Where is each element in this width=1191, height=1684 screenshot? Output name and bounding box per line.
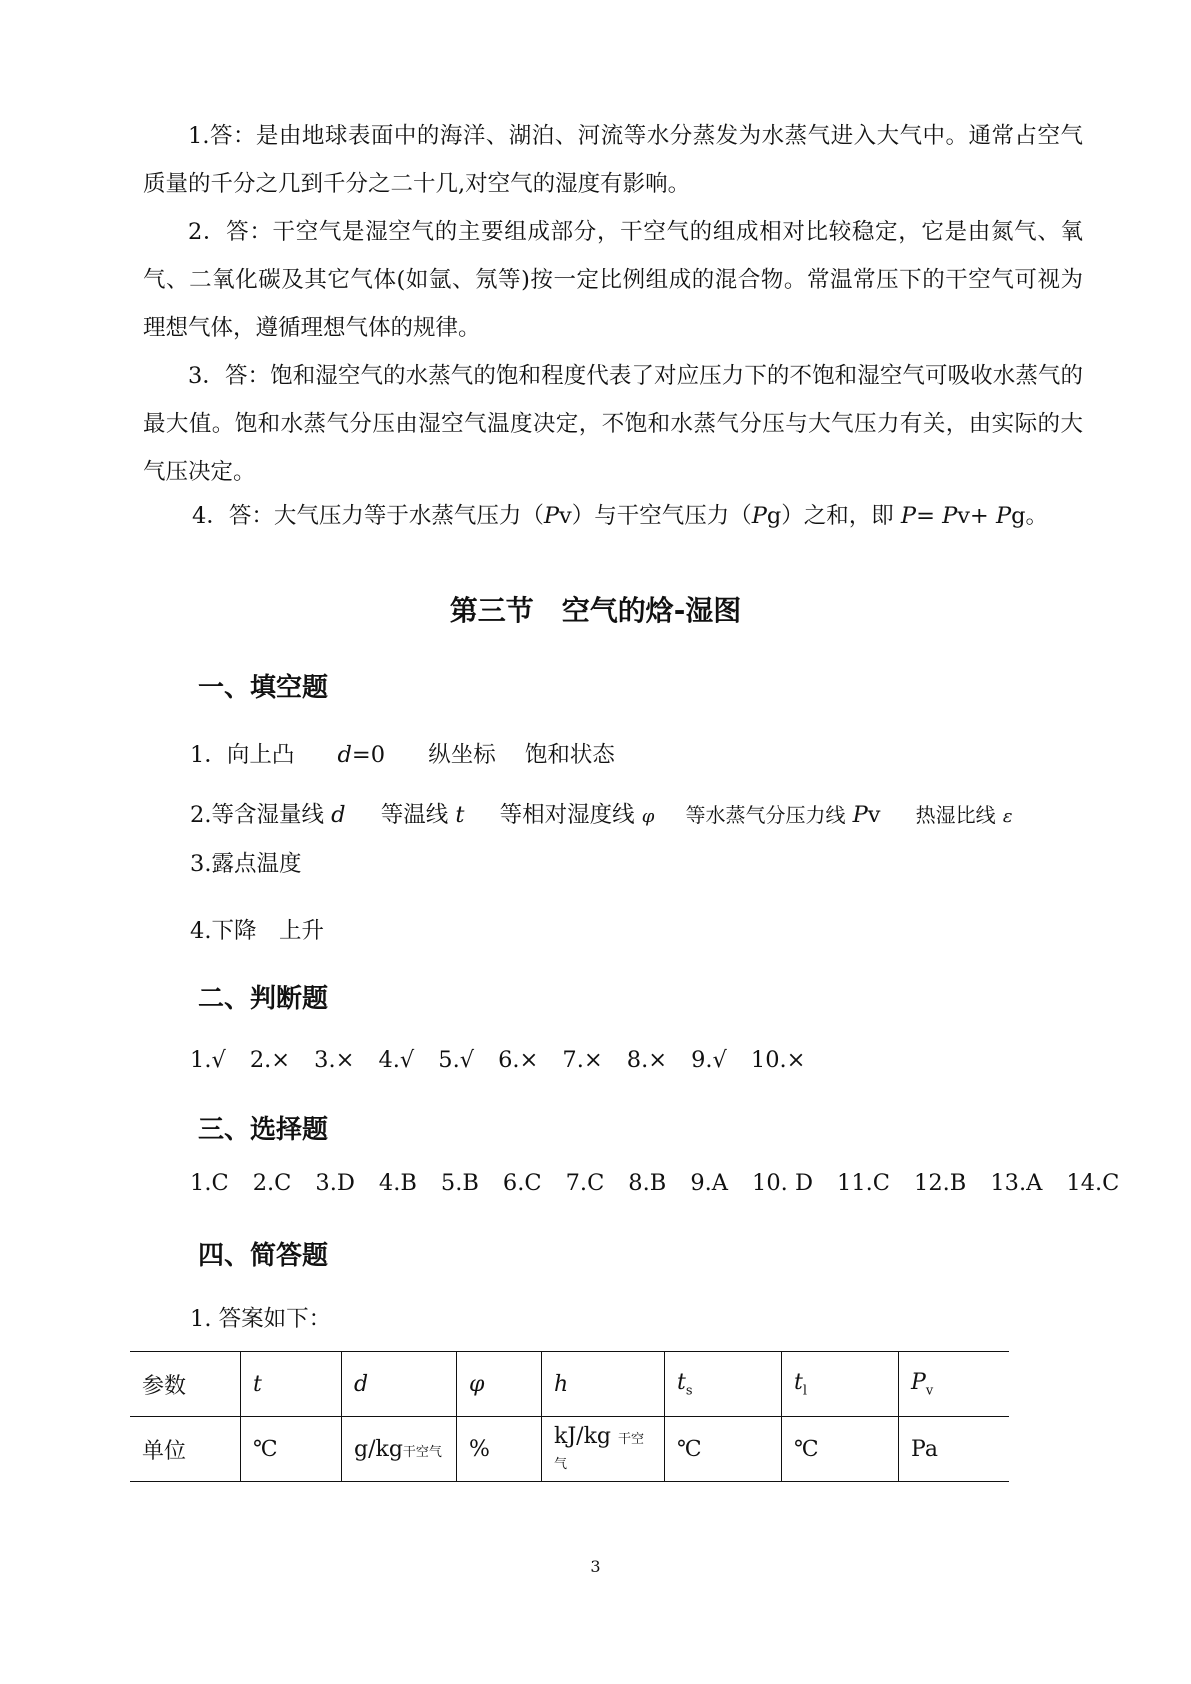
judge-item: 10.× bbox=[750, 1047, 806, 1073]
fill-1-a: 纵坐标 bbox=[428, 742, 496, 768]
choice-item: 2.C bbox=[252, 1170, 292, 1196]
pg-symbol: P bbox=[751, 503, 767, 529]
fill-heading: 一、填空题 bbox=[198, 673, 329, 703]
judge-item: 8.× bbox=[626, 1047, 668, 1073]
choice-item: 9.A bbox=[690, 1170, 729, 1196]
pv-subscript: v bbox=[558, 503, 572, 529]
table-row bbox=[130, 1417, 1009, 1482]
table-cell: t bbox=[241, 1352, 342, 1417]
table-cell: % bbox=[457, 1417, 542, 1482]
parameter-table bbox=[130, 1351, 1009, 1482]
fill-2-s4: P bbox=[852, 802, 868, 828]
pv-table-symbol: P bbox=[911, 1369, 926, 1395]
table-cell bbox=[665, 1352, 782, 1417]
judge-item: 5.√ bbox=[438, 1047, 475, 1073]
choice-item: 1.C bbox=[190, 1170, 229, 1196]
pv-symbol: P bbox=[543, 503, 559, 529]
fill-line-1 bbox=[190, 737, 615, 769]
table-cell bbox=[342, 1417, 457, 1482]
judge-item: 9.√ bbox=[691, 1047, 727, 1073]
short-intro: 1. 答案如下： bbox=[190, 1306, 332, 1332]
choice-answers bbox=[190, 1170, 1143, 1196]
choice-item: 14.C bbox=[1066, 1170, 1120, 1196]
choice-item: 11.C bbox=[837, 1170, 891, 1196]
pv-table-subscript: v bbox=[925, 1383, 934, 1399]
fill-2-p1: 2.等含湿量线 bbox=[190, 802, 324, 828]
judge-heading: 二、判断题 bbox=[198, 984, 329, 1014]
tl-symbol: t bbox=[794, 1369, 803, 1395]
table-cell bbox=[782, 1352, 899, 1417]
answer-4-mid2: ）之和，即 bbox=[781, 503, 894, 529]
eq-p3: P bbox=[995, 503, 1012, 529]
choice-item: 12.B bbox=[914, 1170, 967, 1196]
judge-item: 7.× bbox=[562, 1047, 603, 1073]
unit-d: g/kg bbox=[354, 1436, 403, 1462]
fill-2-p3: 等相对湿度线 bbox=[499, 802, 635, 828]
fill-2-s4b: v bbox=[867, 802, 881, 828]
fill-line-2 bbox=[190, 797, 1013, 829]
eq-1: = bbox=[916, 503, 935, 529]
unit-h: kJ/kg bbox=[554, 1424, 611, 1449]
table-cell: ℃ bbox=[241, 1417, 342, 1482]
fill-2-p2: 等温线 bbox=[380, 802, 449, 828]
ts-symbol: t bbox=[677, 1369, 686, 1395]
answer-4 bbox=[192, 498, 1048, 530]
fill-2-s1: d bbox=[331, 802, 346, 828]
table-cell: Pa bbox=[899, 1417, 1010, 1482]
fill-2-s5: ε bbox=[1002, 806, 1013, 827]
table-cell bbox=[899, 1352, 1010, 1417]
answer-2: 2．答：干空气是湿空气的主要组成部分，干空气的组成相对比较稳定，它是由氮气、氧气、二氧化碳及其它气体(如氩、氖等)按一定比例组成的混合物。常温常压下的干空气可视为理想气体，遵循理想气体的规律。 bbox=[143, 219, 1083, 341]
fill-line-4: 4.下降 上升 bbox=[190, 918, 324, 944]
judge-item: 1.√ bbox=[190, 1047, 226, 1073]
fill-2-s3: φ bbox=[641, 806, 655, 827]
choice-item: 6.C bbox=[502, 1170, 542, 1196]
fill-2-s2: t bbox=[455, 802, 465, 828]
choice-item: 4.B bbox=[378, 1170, 417, 1196]
fill-2-p5: 热湿比线 bbox=[915, 803, 996, 827]
choice-heading: 三、选择题 bbox=[198, 1115, 329, 1145]
fill-line-3: 3.露点温度 bbox=[190, 851, 302, 877]
answer-4-mid: ）与干空气压力（ bbox=[571, 503, 752, 529]
judge-item: 6.× bbox=[498, 1047, 539, 1073]
page-number: 3 bbox=[590, 1557, 601, 1576]
answer-1: 1.答：是由地球表面中的海洋、湖泊、河流等水分蒸发为水蒸气进入大气中。通常占空气质量的千分之几到千分之二十几,对空气的湿度有影响。 bbox=[143, 123, 1083, 197]
table-cell: ℃ bbox=[782, 1417, 899, 1482]
table-cell: ℃ bbox=[665, 1417, 782, 1482]
eq-p1: P bbox=[900, 503, 917, 529]
choice-item: 8.B bbox=[628, 1170, 667, 1196]
choice-item: 10. D bbox=[752, 1170, 814, 1196]
table-row bbox=[130, 1352, 1009, 1417]
table-cell: 单位 bbox=[130, 1417, 241, 1482]
eq-2: v+ bbox=[957, 503, 989, 529]
unit-d-sub: 干空气 bbox=[402, 1444, 442, 1460]
short-heading: 四、简答题 bbox=[198, 1241, 329, 1271]
table-cell: d bbox=[342, 1352, 457, 1417]
answer-4-prefix: 4．答：大气压力等于水蒸气压力（ bbox=[192, 503, 544, 529]
eq-p2: P bbox=[942, 503, 958, 529]
judge-item: 3.× bbox=[314, 1047, 355, 1073]
unit-h-sub: 干空气 bbox=[554, 1432, 644, 1472]
tl-subscript: l bbox=[802, 1383, 808, 1399]
pg-subscript: g bbox=[766, 503, 782, 529]
ts-subscript: s bbox=[685, 1383, 693, 1399]
fill-1-d-rest: =0 bbox=[351, 742, 386, 768]
choice-item: 13.A bbox=[990, 1170, 1043, 1196]
choice-item: 3.D bbox=[315, 1170, 355, 1196]
answer-3: 3．答：饱和湿空气的水蒸气的饱和程度代表了对应压力下的不饱和湿空气可吸收水蒸气的最大值。饱和水蒸气分压由湿空气温度决定，不饱和水蒸气分压与大气压力有关，由实际的大气压决定。 bbox=[143, 363, 1083, 485]
fill-1-d: d bbox=[337, 742, 352, 768]
table-cell: h bbox=[542, 1352, 665, 1417]
judge-item: 4.√ bbox=[378, 1047, 415, 1073]
judge-item: 2.× bbox=[249, 1047, 291, 1073]
fill-1-b: 饱和状态 bbox=[524, 742, 615, 768]
choice-item: 7.C bbox=[565, 1170, 605, 1196]
table-cell: 参数 bbox=[130, 1352, 241, 1417]
fill-1-num: 1．向上凸 bbox=[190, 742, 295, 768]
table-cell: φ bbox=[457, 1352, 542, 1417]
section-title: 第三节 空气的焓-湿图 bbox=[449, 594, 742, 627]
judge-answers bbox=[190, 1047, 830, 1073]
choice-item: 5.B bbox=[440, 1170, 479, 1196]
fill-2-p4: 等水蒸气分压力线 bbox=[685, 803, 846, 827]
table-cell bbox=[542, 1417, 665, 1482]
eq-3: g。 bbox=[1011, 503, 1048, 529]
